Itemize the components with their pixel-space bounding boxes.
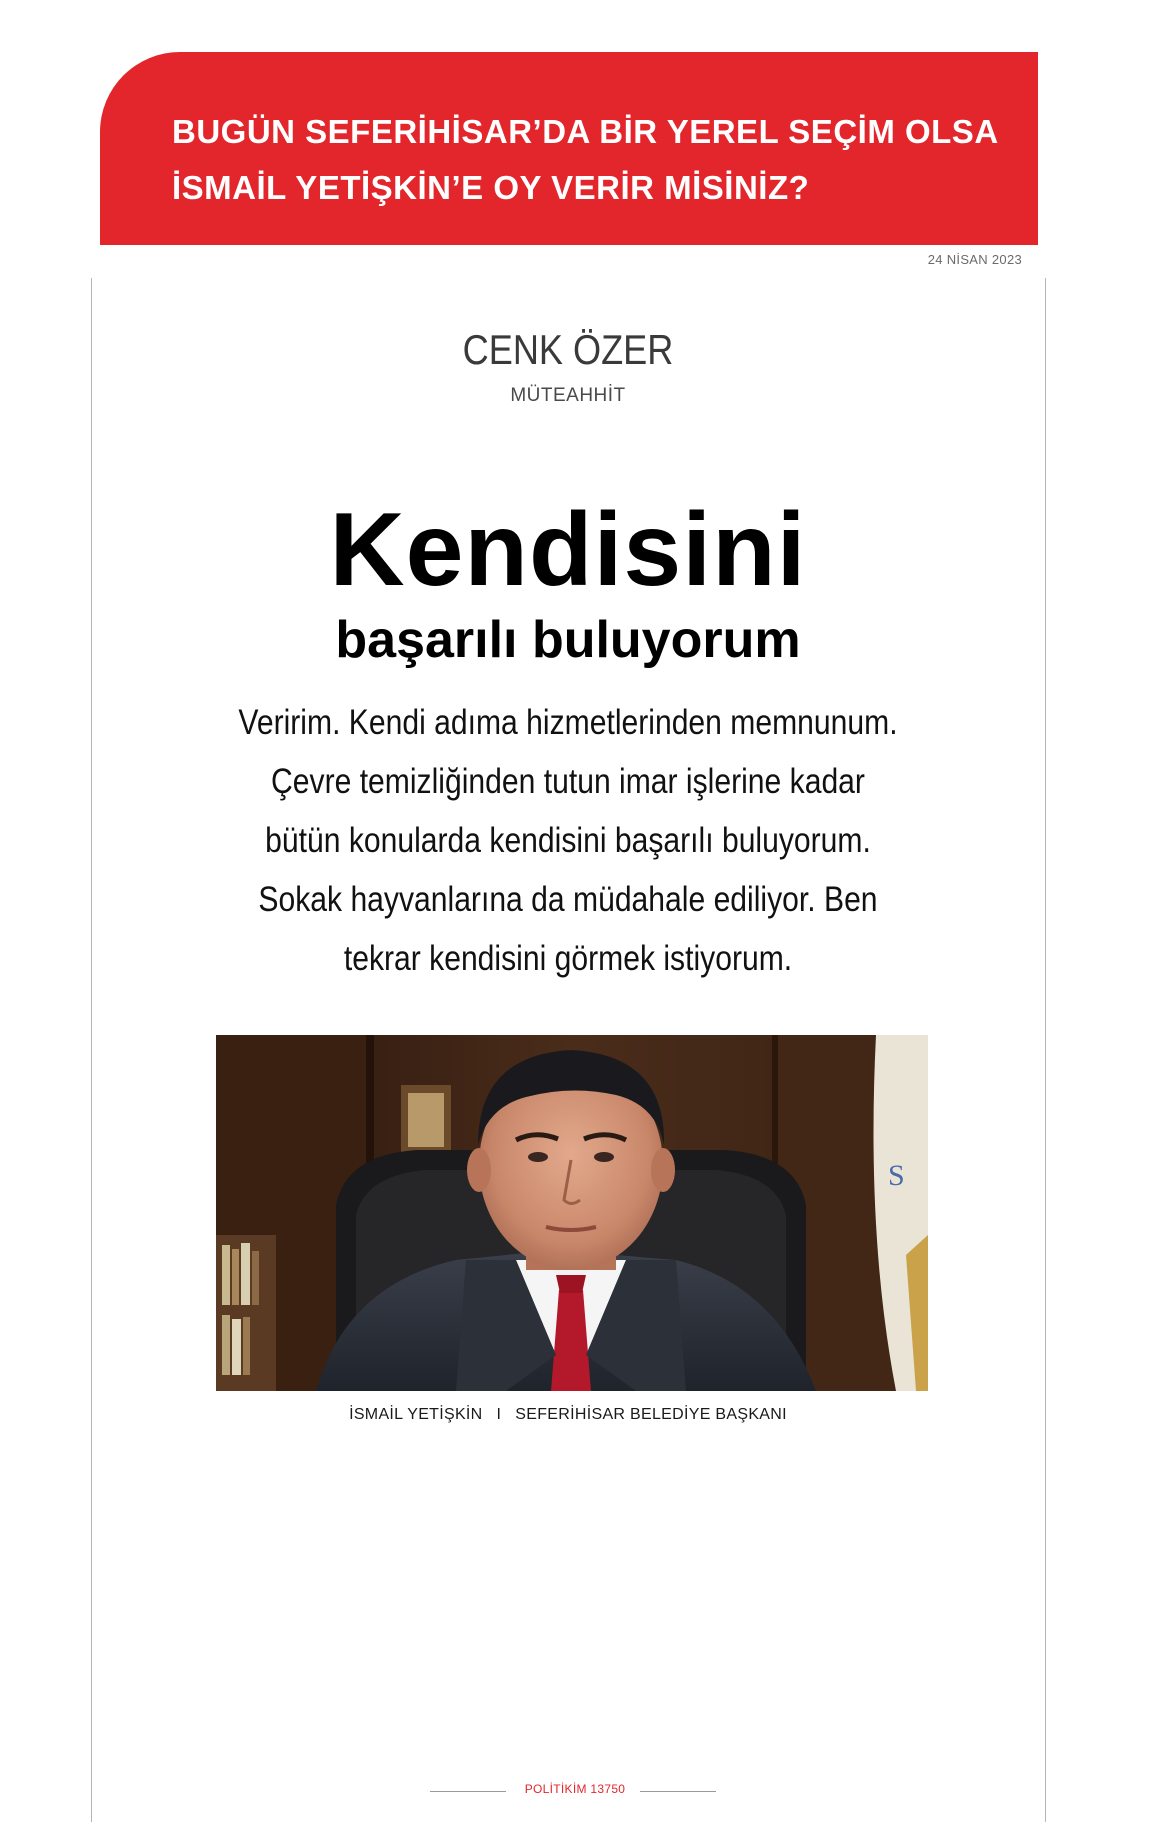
svg-text:S: S	[888, 1159, 905, 1192]
body-line: Sokak hayvanlarına da müdahale ediliyor. Ben	[258, 880, 878, 919]
banner-question-line-2: İSMAİL YETİŞKİN’E OY VERİR MİSİNİZ?	[172, 169, 810, 206]
headline-banner	[100, 52, 1038, 245]
footer-issue-label: POLİTİKİM 13750	[524, 1782, 626, 1796]
article-body	[168, 693, 968, 988]
body-line: bütün konularda kendisini başarılı buluyorum.	[265, 821, 871, 860]
body-line: tekrar kendisini görmek istiyorum.	[343, 939, 793, 978]
caption-person-name: İSMAİL YETİŞKİN	[349, 1406, 483, 1423]
footer-rule-left	[430, 1791, 506, 1792]
mayor-portrait-photo	[216, 1035, 928, 1391]
page-footer	[0, 1782, 1150, 1802]
banner-question-line-1: BUGÜN SEFERİHİSAR’DA BİR YEREL SEÇİM OLSA	[172, 113, 999, 150]
main-headline: Kendisini	[329, 492, 807, 608]
body-line: Çevre temizliğinden tutun imar işlerine kadar	[271, 762, 865, 801]
caption-person-title: SEFERİHİSAR BELEDİYE BAŞKANI	[515, 1406, 787, 1423]
publication-date: 24 NİSAN 2023	[927, 252, 1022, 267]
photo-caption	[0, 1406, 1136, 1424]
author-profession: MÜTEAHHİT	[510, 385, 626, 406]
author-name: CENK ÖZER	[462, 326, 674, 373]
body-line: Veririm. Kendi adıma hizmetlerinden memnunum.	[238, 703, 898, 742]
footer-rule-right	[640, 1791, 716, 1792]
caption-separator: I	[496, 1406, 502, 1423]
portrait-illustration	[216, 1035, 928, 1391]
sub-headline: başarılı buluyorum	[335, 611, 801, 669]
